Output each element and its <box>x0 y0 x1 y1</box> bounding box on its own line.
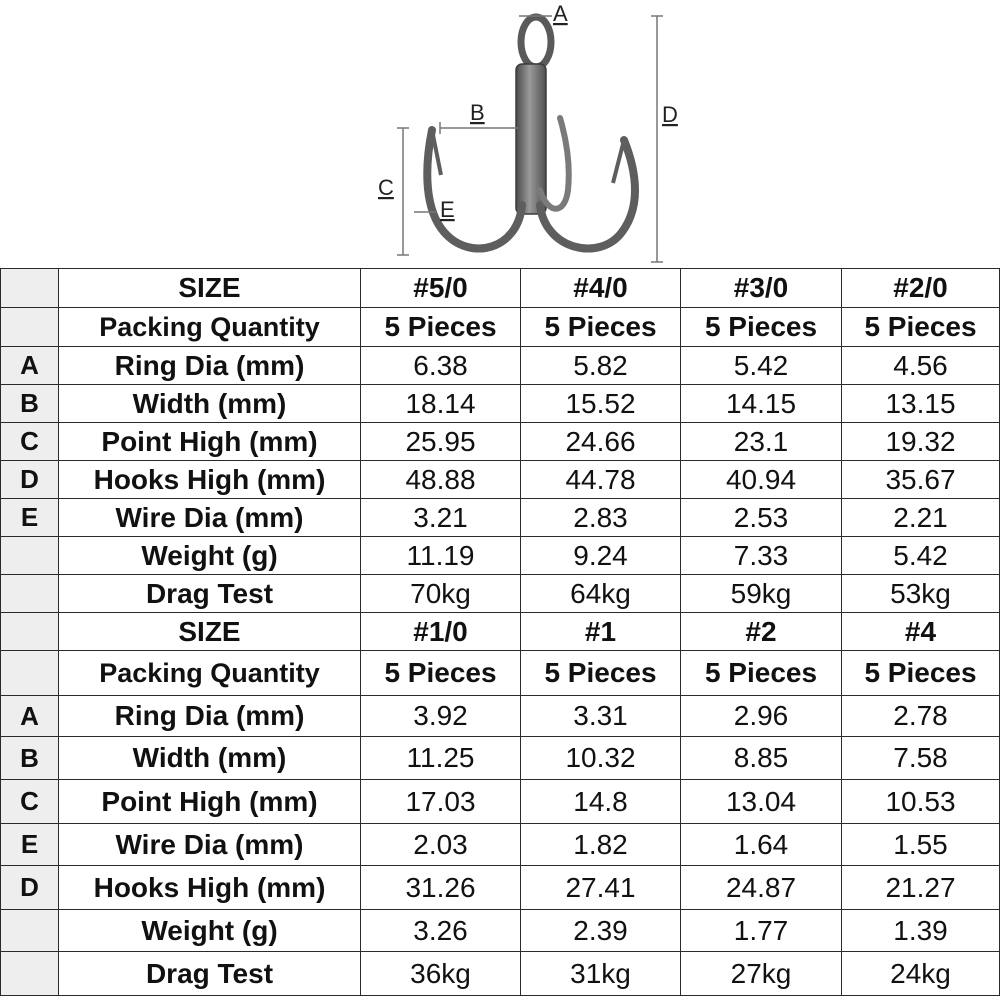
spec-value: 1.82 <box>521 824 681 866</box>
dimension-label-a: A <box>553 1 568 26</box>
size-cell: #1 <box>521 613 681 651</box>
spec-value: 2.83 <box>521 499 681 537</box>
size-cell: #2/0 <box>842 269 1000 308</box>
spec-value: 40.94 <box>681 461 842 499</box>
spec-value: 5 Pieces <box>521 308 681 347</box>
spec-value: 59kg <box>681 575 842 613</box>
spec-value: 2.53 <box>681 499 842 537</box>
spec-value: 8.85 <box>681 737 842 780</box>
spec-row <box>1 499 1000 537</box>
dimension-code <box>1 613 59 651</box>
spec-value: 10.32 <box>521 737 681 780</box>
spec-label: Wire Dia (mm) <box>59 824 361 866</box>
spec-label: Packing Quantity <box>59 651 361 696</box>
spec-value: 15.52 <box>521 385 681 423</box>
spec-value: 19.32 <box>842 423 1000 461</box>
spec-label: SIZE <box>59 269 361 308</box>
spec-value: 1.77 <box>681 910 842 952</box>
spec-value: 3.21 <box>361 499 521 537</box>
spec-value: 24.66 <box>521 423 681 461</box>
spec-value: 14.15 <box>681 385 842 423</box>
dimension-code: D <box>1 461 59 499</box>
spec-value: 1.64 <box>681 824 842 866</box>
size-header-row <box>1 269 1000 308</box>
dimension-label-d: D <box>662 102 678 127</box>
spec-value: 1.55 <box>842 824 1000 866</box>
spec-value: 27kg <box>681 952 842 996</box>
spec-value: 5 Pieces <box>681 308 842 347</box>
spec-value: 5 Pieces <box>681 651 842 696</box>
spec-value: 44.78 <box>521 461 681 499</box>
spec-row <box>1 537 1000 575</box>
spec-table <box>0 268 1000 996</box>
spec-value: 5 Pieces <box>842 651 1000 696</box>
spec-row <box>1 952 1000 996</box>
dimension-code: C <box>1 423 59 461</box>
spec-value: 24kg <box>842 952 1000 996</box>
spec-row <box>1 385 1000 423</box>
spec-value: 2.21 <box>842 499 1000 537</box>
spec-row <box>1 910 1000 952</box>
spec-value: 5.42 <box>842 537 1000 575</box>
spec-value: 27.41 <box>521 866 681 910</box>
treble-hook-diagram <box>0 0 1000 268</box>
spec-label: Width (mm) <box>59 737 361 780</box>
size-cell: #4/0 <box>521 269 681 308</box>
hook-left <box>427 130 522 249</box>
spec-value: 2.78 <box>842 696 1000 737</box>
spec-row <box>1 423 1000 461</box>
hook-ring <box>521 17 551 67</box>
spec-value: 31.26 <box>361 866 521 910</box>
treble-hook-icon <box>427 17 635 249</box>
spec-value: 18.14 <box>361 385 521 423</box>
spec-label: Drag Test <box>59 952 361 996</box>
spec-value: 3.92 <box>361 696 521 737</box>
spec-row <box>1 651 1000 696</box>
spec-row <box>1 696 1000 737</box>
spec-value: 64kg <box>521 575 681 613</box>
spec-value: 3.31 <box>521 696 681 737</box>
spec-value: 36kg <box>361 952 521 996</box>
spec-value: 1.39 <box>842 910 1000 952</box>
dimension-code <box>1 308 59 347</box>
spec-value: 21.27 <box>842 866 1000 910</box>
dimension-code <box>1 651 59 696</box>
spec-label: Ring Dia (mm) <box>59 696 361 737</box>
spec-value: 5 Pieces <box>361 308 521 347</box>
spec-value: 2.03 <box>361 824 521 866</box>
dimension-code: C <box>1 780 59 824</box>
spec-value: 4.56 <box>842 347 1000 385</box>
spec-value: 23.1 <box>681 423 842 461</box>
dimension-code: D <box>1 866 59 910</box>
size-cell: #4 <box>842 613 1000 651</box>
spec-row <box>1 575 1000 613</box>
size-cell: #5/0 <box>361 269 521 308</box>
spec-value: 31kg <box>521 952 681 996</box>
size-cell: #3/0 <box>681 269 842 308</box>
spec-value: 2.96 <box>681 696 842 737</box>
spec-row <box>1 347 1000 385</box>
dimension-code: B <box>1 385 59 423</box>
spec-value: 17.03 <box>361 780 521 824</box>
hook-left-barb <box>432 130 441 175</box>
dimension-code <box>1 575 59 613</box>
spec-label: Width (mm) <box>59 385 361 423</box>
spec-value: 11.19 <box>361 537 521 575</box>
spec-value: 13.04 <box>681 780 842 824</box>
spec-value: 10.53 <box>842 780 1000 824</box>
dimension-code: B <box>1 737 59 780</box>
spec-label: Weight (g) <box>59 537 361 575</box>
spec-value: 14.8 <box>521 780 681 824</box>
dimension-code <box>1 269 59 308</box>
spec-label: Drag Test <box>59 575 361 613</box>
spec-label: Ring Dia (mm) <box>59 347 361 385</box>
spec-label: Weight (g) <box>59 910 361 952</box>
dimension-code <box>1 910 59 952</box>
size-cell: #1/0 <box>361 613 521 651</box>
dimension-code: E <box>1 824 59 866</box>
spec-row <box>1 824 1000 866</box>
spec-row <box>1 461 1000 499</box>
dimension-code: A <box>1 347 59 385</box>
spec-row <box>1 737 1000 780</box>
spec-value: 24.87 <box>681 866 842 910</box>
spec-value: 7.33 <box>681 537 842 575</box>
spec-value: 48.88 <box>361 461 521 499</box>
dimension-code <box>1 952 59 996</box>
spec-label: SIZE <box>59 613 361 651</box>
spec-label: Hooks High (mm) <box>59 866 361 910</box>
spec-value: 9.24 <box>521 537 681 575</box>
spec-label: Hooks High (mm) <box>59 461 361 499</box>
dimension-code: E <box>1 499 59 537</box>
spec-row <box>1 780 1000 824</box>
spec-label: Point High (mm) <box>59 423 361 461</box>
spec-value: 5 Pieces <box>521 651 681 696</box>
spec-value: 5 Pieces <box>361 651 521 696</box>
spec-value: 5.42 <box>681 347 842 385</box>
spec-value: 35.67 <box>842 461 1000 499</box>
dimension-label-c: C <box>378 175 394 200</box>
spec-value: 5 Pieces <box>842 308 1000 347</box>
dimension-label-b: B <box>470 100 485 125</box>
spec-value: 13.15 <box>842 385 1000 423</box>
spec-label: Wire Dia (mm) <box>59 499 361 537</box>
spec-value: 5.82 <box>521 347 681 385</box>
dimension-code <box>1 537 59 575</box>
spec-value: 70kg <box>361 575 521 613</box>
spec-label: Point High (mm) <box>59 780 361 824</box>
size-header-row <box>1 613 1000 651</box>
spec-row <box>1 308 1000 347</box>
dimension-label-e: E <box>440 197 455 222</box>
spec-label: Packing Quantity <box>59 308 361 347</box>
size-cell: #2 <box>681 613 842 651</box>
spec-value: 53kg <box>842 575 1000 613</box>
spec-value: 2.39 <box>521 910 681 952</box>
spec-row <box>1 866 1000 910</box>
spec-value: 11.25 <box>361 737 521 780</box>
spec-value: 25.95 <box>361 423 521 461</box>
hook-right-barb <box>613 140 624 183</box>
dimension-code: A <box>1 696 59 737</box>
spec-value: 6.38 <box>361 347 521 385</box>
spec-value: 3.26 <box>361 910 521 952</box>
spec-value: 7.58 <box>842 737 1000 780</box>
